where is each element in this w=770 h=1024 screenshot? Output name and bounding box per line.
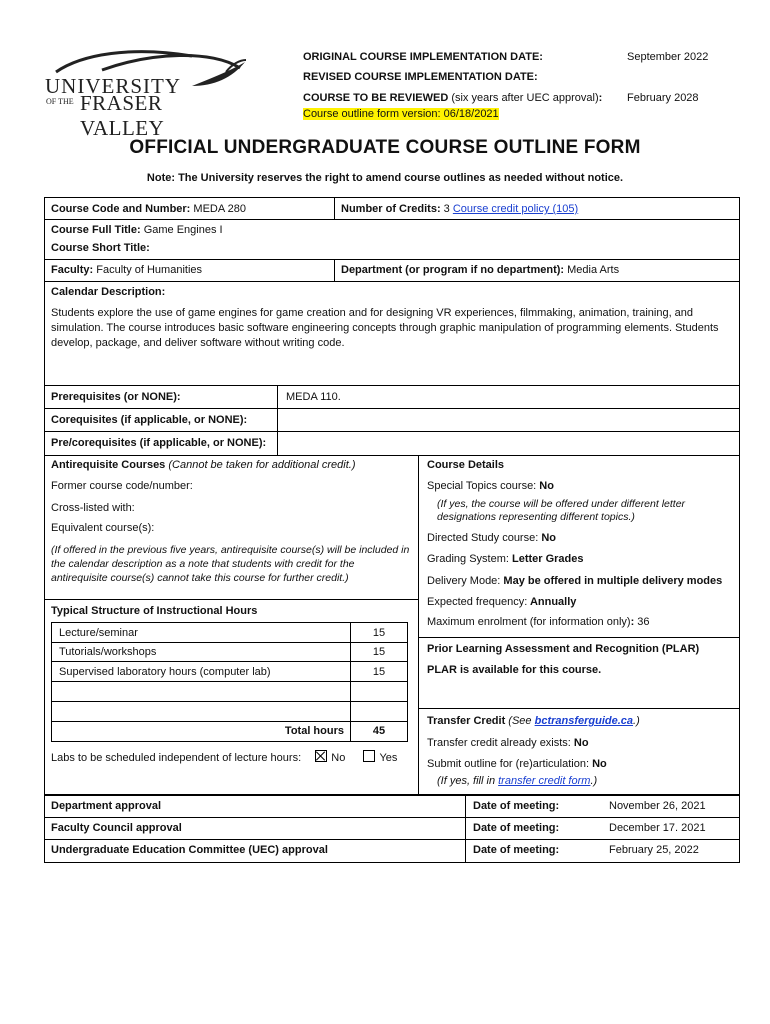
antireq-label-note: (Cannot be taken for additional credit.) (165, 459, 356, 471)
special-topics-note: (If yes, the course will be offered under different letter designations representing different topics.) (437, 498, 686, 523)
max-enrolment (427, 616, 650, 628)
approval-date: November 26, 2021 (609, 800, 706, 812)
labs-no-label: No (331, 752, 346, 764)
faculty-label: Faculty: (51, 264, 94, 276)
credits-value: 3 (440, 203, 453, 215)
department-value: Media Arts (564, 264, 620, 276)
amend-note: Note: The University reserves the right to amend course outlines as needed without notice. (146, 172, 624, 184)
directed-study (427, 532, 556, 544)
grading-value: Letter Grades (508, 553, 584, 565)
logo-university: UNIVERSITY (45, 74, 181, 98)
total-hours-value: 45 (372, 725, 386, 737)
submit-outline-value: No (589, 758, 607, 770)
special-topics (427, 480, 554, 492)
transfer-credit-form-link[interactable]: transfer credit form (498, 775, 591, 787)
antireq-label: Antirequisite Courses (51, 459, 166, 471)
hours-label: Typical Structure of Instructional Hours (51, 605, 258, 617)
ifyes-text: (If yes, fill in (437, 775, 499, 787)
revised-impl-label: REVISED COURSE IMPLEMENTATION DATE: (303, 71, 538, 83)
calendar-description: Students explore the use of game engines for game creation and for designing VR experiences, filmmaking, animation, training, and simulation. The course introduces basic software engineering concepts through graphic manipulation of programming elements. Students develop, package, and deliver software without writing code. (51, 307, 719, 349)
delivery-label: Delivery Mode: (427, 575, 501, 587)
expected-frequency (427, 596, 576, 608)
approval-meeting-label: Date of meeting: (473, 822, 560, 834)
page-title: OFFICIAL UNDERGRADUATE COURSE OUTLINE FORM (129, 137, 641, 158)
course-code-label: Course Code and Number: (51, 203, 191, 215)
hours-row-value: 15 (372, 646, 386, 658)
course-details-label: Course Details (427, 459, 505, 471)
approval-date: February 25, 2022 (609, 844, 699, 856)
labs-label: Labs to be scheduled independent of lecture hours: (51, 752, 302, 764)
faculty (51, 264, 202, 276)
directed-study-value: No (538, 532, 557, 544)
hours-row-value: 15 (372, 666, 386, 678)
form-version: Course outline form version: 06/18/2021 (303, 108, 499, 120)
credit-policy-link[interactable]: Course credit policy (105) (452, 203, 579, 215)
grading-system (427, 553, 584, 565)
approval-meeting-label: Date of meeting: (473, 844, 560, 856)
labs-schedule (51, 750, 397, 764)
former-code-label: Former course code/number: (51, 480, 193, 492)
submit-outline-label: Submit outline for (re)articulation: (427, 758, 590, 770)
prereq-label: Prerequisites (or NONE): (51, 391, 181, 403)
review-colon: : (598, 92, 603, 104)
faculty-value: Faculty of Humanities (93, 264, 203, 276)
cross-listed-label: Cross-listed with: (51, 502, 135, 514)
equivalent-label: Equivalent course(s): (51, 522, 155, 534)
submit-outline (427, 758, 607, 770)
precoreq-label: Pre/corequisites (if applicable, or NONE): (51, 437, 267, 449)
enrolment-label: Maximum enrolment (for information only) (427, 616, 631, 628)
total-hours-label: Total hours (284, 725, 344, 737)
orig-impl-label: ORIGINAL COURSE IMPLEMENTATION DATE: (303, 51, 543, 63)
labs-yes-checkbox[interactable] (363, 750, 375, 762)
delivery-value: May be offered in multiple delivery modes (500, 575, 723, 587)
hours-row-name: Supervised laboratory hours (computer lab) (59, 666, 271, 678)
enrolment-value: 36 (634, 616, 650, 628)
directed-study-label: Directed Study course: (427, 532, 539, 544)
approval-label: Undergraduate Education Committee (UEC) approval (51, 844, 328, 856)
hours-row-value: 15 (372, 627, 386, 639)
frequency-value: Annually (527, 596, 577, 608)
review-line (303, 92, 602, 104)
orig-impl-value: September 2022 (627, 51, 709, 63)
hours-row-name: Tutorials/workshops (59, 646, 157, 658)
credits (341, 203, 578, 215)
enrolment-colon: : (630, 616, 635, 628)
department-label: Department (or program if no department): (341, 264, 565, 276)
antireq-note: (If offered in the previous five years, antirequisite course(s) will be included in the calendar description as a note that students with credit for the antirequisite course(s) cannot take this course for further credit.) (51, 544, 410, 584)
course-code-value: MEDA 280 (190, 203, 246, 215)
ifyes-end: .) (590, 775, 598, 787)
full-title (51, 224, 223, 236)
transfer-ifyes (437, 775, 597, 787)
plar-text: PLAR is available for this course. (427, 664, 602, 676)
antireq-heading (51, 459, 355, 471)
coreq-label: Corequisites (if applicable, or NONE): (51, 414, 248, 426)
transfer-exists-label: Transfer credit already exists: (427, 737, 571, 749)
course-code (51, 203, 246, 215)
hours-table (51, 622, 408, 742)
approval-label: Department approval (51, 800, 162, 812)
transfer-see-end: .) (633, 715, 640, 727)
transfer-label: Transfer Credit (427, 715, 506, 727)
transfer-see: (See (505, 715, 535, 727)
special-topics-value: No (536, 480, 554, 492)
review-value: February 2028 (627, 92, 699, 104)
bctransferguide-link[interactable]: bctransferguide.ca (534, 715, 634, 727)
labs-yes-label: Yes (379, 752, 398, 764)
logo-fraser-valley: FRASER VALLEY (80, 91, 165, 140)
short-title-label: Course Short Title: (51, 242, 150, 254)
approval-date: December 17. 2021 (609, 822, 706, 834)
university-logo (42, 42, 247, 140)
approval-label: Faculty Council approval (51, 822, 182, 834)
approval-meeting-label: Date of meeting: (473, 800, 560, 812)
delivery-mode (427, 575, 722, 587)
credits-label: Number of Credits: (341, 203, 441, 215)
full-title-label: Course Full Title: (51, 224, 141, 236)
special-topics-label: Special Topics course: (427, 480, 537, 492)
hours-row-name: Lecture/seminar (59, 627, 138, 639)
calendar-label: Calendar Description: (51, 286, 166, 298)
transfer-heading (427, 715, 640, 727)
review-label: COURSE TO BE REVIEWED (303, 92, 449, 104)
logo-of-the: OF THE (46, 97, 74, 106)
prereq-value: MEDA 110. (286, 391, 341, 403)
review-note: (six years after UEC approval) (448, 92, 599, 104)
transfer-exists (427, 737, 589, 749)
transfer-exists-value: No (570, 737, 589, 749)
labs-no-checkbox[interactable] (315, 750, 327, 762)
grading-label: Grading System: (427, 553, 509, 565)
full-title-value: Game Engines I (140, 224, 223, 236)
department (341, 264, 619, 276)
frequency-label: Expected frequency: (427, 596, 528, 608)
plar-label: Prior Learning Assessment and Recognition (PLAR) (427, 643, 700, 655)
